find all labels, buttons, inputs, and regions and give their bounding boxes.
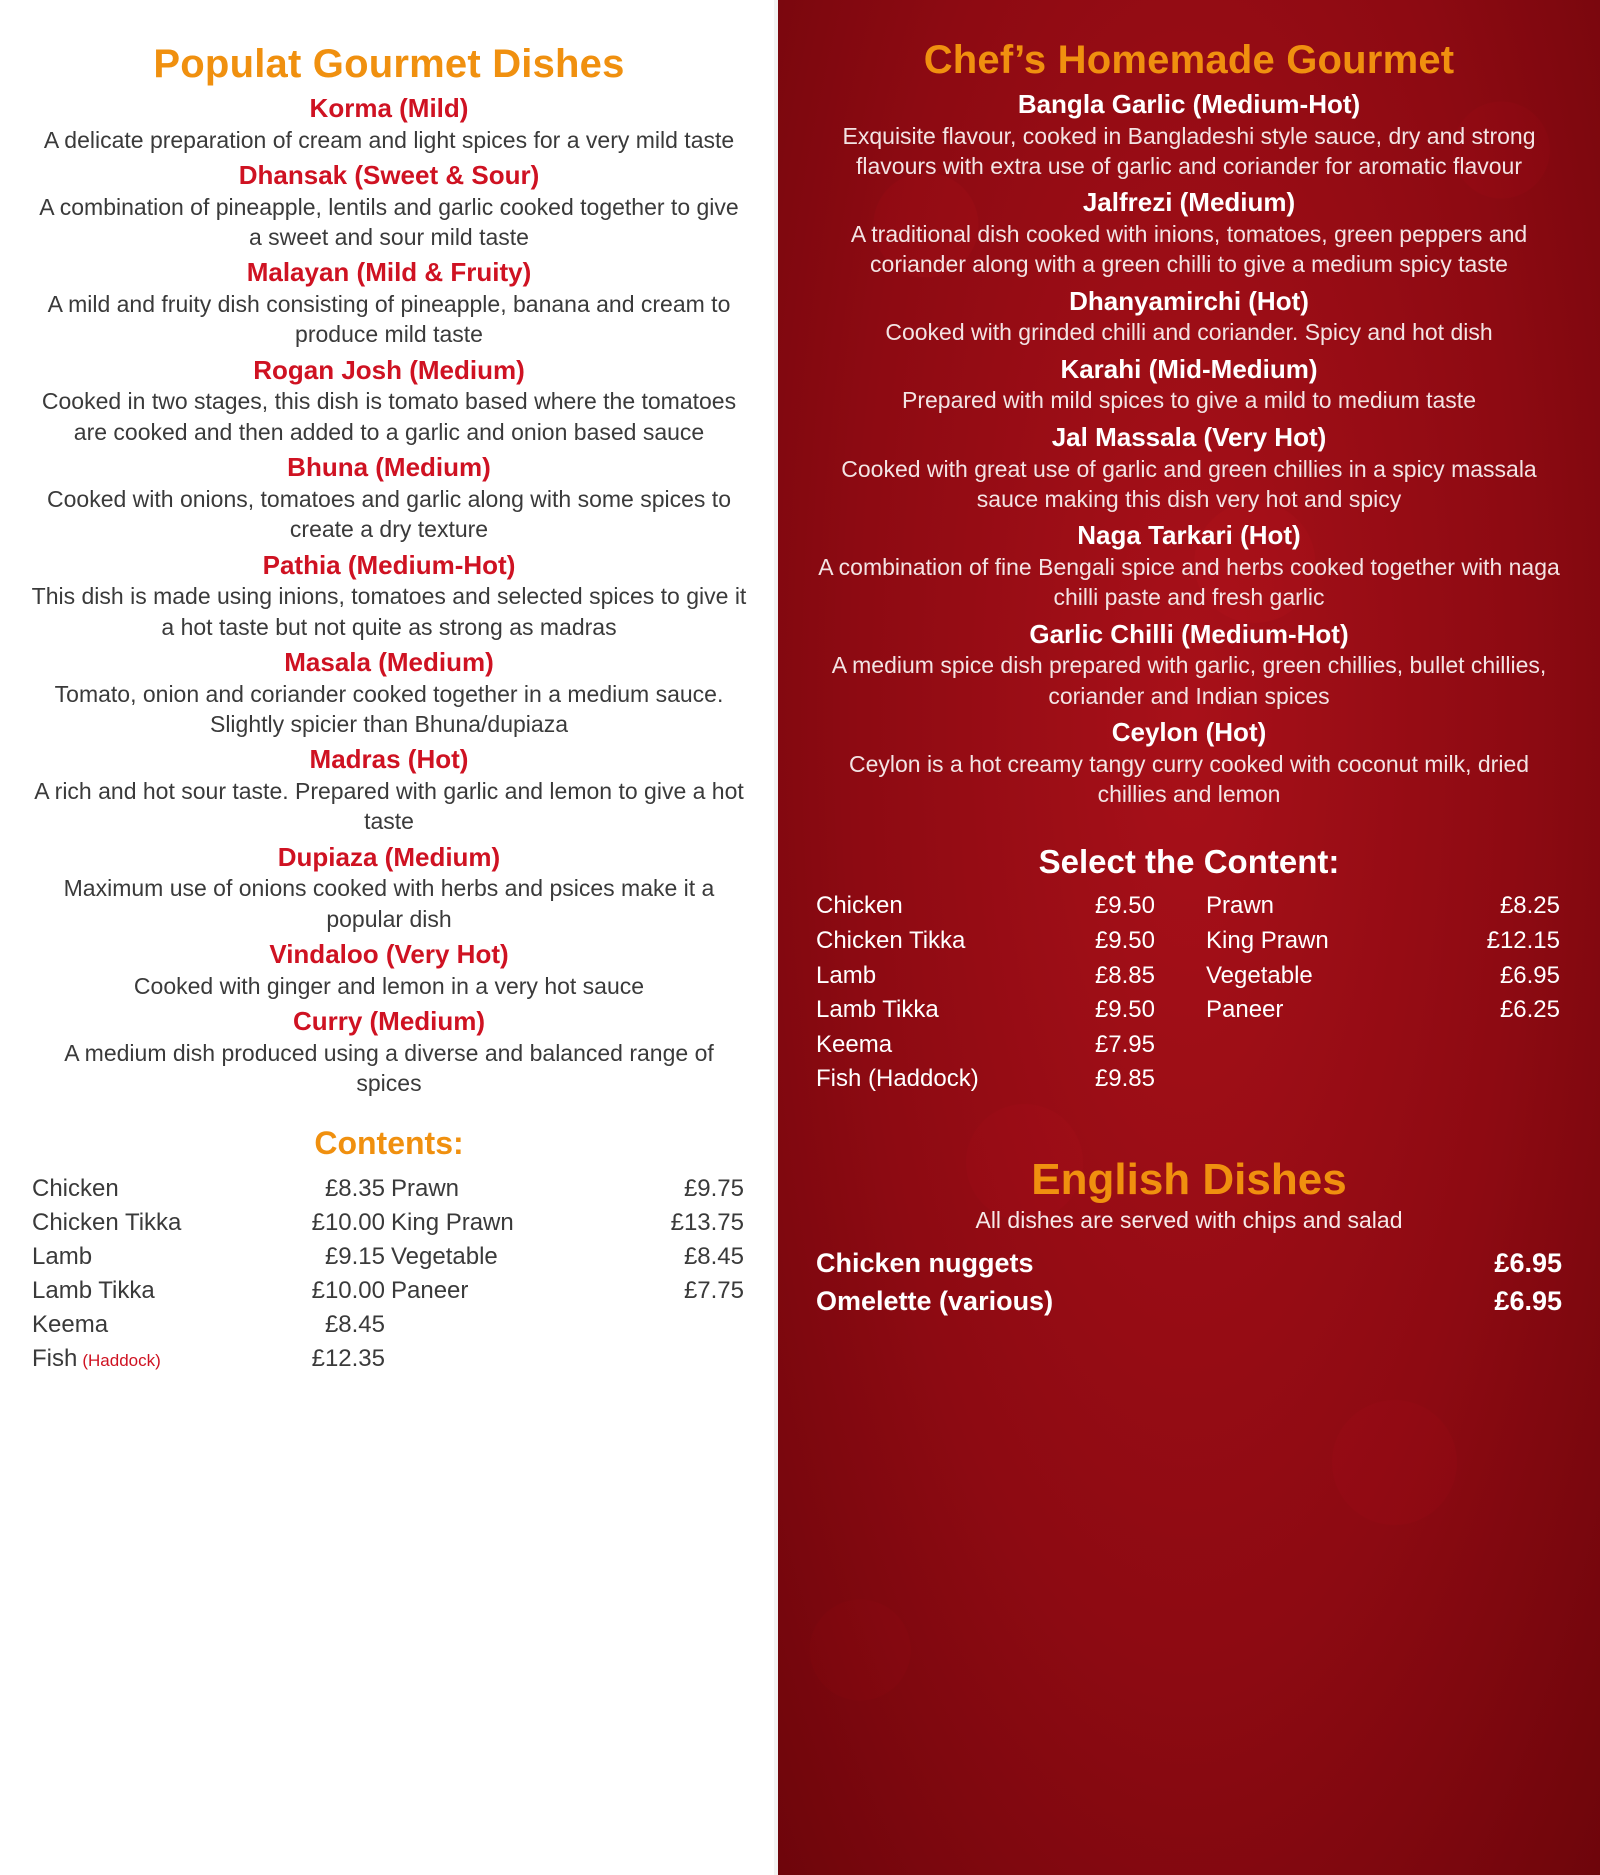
price-row [30, 1308, 389, 1342]
price-item-label: Lamb [816, 961, 877, 989]
dish-description: A rich and hot sour taste. Prepared with garlic and lemon to give a hot taste [34, 778, 744, 835]
price-item-label: Lamb Tikka [816, 996, 939, 1024]
price-value: £6.25 [1499, 996, 1560, 1024]
dish-description: Tomato, onion and coriander cooked together in a medium sauce. Slightly spicier than Bhuna/dupiaza [54, 680, 724, 738]
dish-description: Cooked in two stages, this dish is tomato based where the tomatoes are cooked and then added to a garlic and onion based sauce [41, 388, 737, 445]
dish-description: A combination of fine Bengali spice and herbs cooked together with naga chilli paste and fresh garlic [818, 553, 1560, 611]
price-row [30, 1274, 389, 1308]
price-value: £8.25 [1499, 892, 1560, 920]
dish-description: Cooked with great use of garlic and green chillies in a spicy massala sauce making this dish very hot and spicy [841, 455, 1537, 512]
price-item-label: Chicken [32, 1174, 119, 1202]
dish-description: Ceylon is a hot creamy tangy curry cooked with coconut milk, dried chillies and lemon [848, 750, 1530, 808]
price-row [30, 1206, 389, 1240]
english-dish-price: £6.95 [1494, 1286, 1562, 1317]
dish-description: Prepared with mild spices to give a mild to medium taste [902, 387, 1476, 414]
dish-name: Dupiaza (Medium) [277, 841, 501, 872]
select-column-right [1204, 889, 1564, 1096]
price-row [814, 924, 1159, 959]
dish-description: Cooked with onions, tomatoes and garlic along with some spices to create a dry texture [47, 485, 731, 543]
dish-entry [30, 647, 748, 739]
price-value: £9.15 [324, 1242, 385, 1270]
dish-name: Masala (Medium) [284, 646, 494, 677]
dish-description: Maximum use of onions cooked with herbs and psices make it a popular dish [63, 875, 715, 932]
dish-name: Ceylon (Hot) [1111, 717, 1267, 748]
price-item-label: King Prawn [391, 1208, 514, 1236]
dish-entry [814, 520, 1564, 612]
dish-description: Cooked with grinded chilli and coriander. Spicy and hot dish [885, 319, 1493, 346]
price-row [389, 1206, 748, 1240]
price-value: £13.75 [670, 1208, 744, 1236]
dish-description: This dish is made using inions, tomatoes and selected spices to give it a hot taste but not quite as strong as madras [31, 583, 747, 640]
dish-description: Cooked with ginger and lemon in a very hot sauce [133, 972, 645, 999]
dish-name: Vindaloo (Very Hot) [269, 939, 509, 970]
price-row [30, 1240, 389, 1274]
price-item-label: Lamb Tikka [32, 1276, 155, 1304]
price-row [814, 889, 1159, 924]
price-value: £12.35 [311, 1344, 385, 1372]
price-row [814, 1062, 1159, 1097]
price-row [1204, 924, 1564, 959]
english-dishes-list [814, 1244, 1564, 1321]
dish-name: Garlic Chilli (Medium-Hot) [1029, 618, 1349, 649]
price-row [389, 1240, 748, 1274]
page-title-popular: Populat Gourmet Dishes [153, 42, 625, 86]
price-item-label: Prawn [1206, 892, 1275, 920]
dish-description: A delicate preparation of cream and light spices for a very mild taste [43, 126, 735, 153]
dish-entry [814, 354, 1564, 416]
price-item-label: Fish (Haddock) [32, 1344, 161, 1372]
dish-entry [814, 286, 1564, 348]
contents-price-table [30, 1172, 748, 1376]
dish-entry [30, 842, 748, 934]
select-column-left [814, 889, 1159, 1096]
dish-entry [30, 939, 748, 1001]
price-row [1204, 993, 1564, 1028]
dish-entry [30, 355, 748, 447]
dish-description: A traditional dish cooked with inions, tomatoes, green peppers and coriander along with a green chilli to give a medium spicy taste [850, 221, 1528, 278]
price-row [1204, 889, 1564, 924]
contents-column-left [30, 1172, 389, 1376]
select-content-heading: Select the Content: [1038, 843, 1340, 881]
dish-description: A medium spice dish prepared with garlic, green chillies, bullet chillies, coriander and Indian spices [831, 652, 1547, 709]
popular-dish-list [30, 93, 748, 1099]
dish-entry [30, 160, 748, 252]
english-dish-row [814, 1244, 1564, 1282]
price-value: £9.85 [1094, 1065, 1155, 1093]
price-item-label: Paneer [1206, 996, 1284, 1024]
dish-name: Jalfrezi (Medium) [1082, 187, 1296, 218]
price-item-label: Prawn [391, 1174, 460, 1202]
price-value: £9.75 [683, 1174, 744, 1202]
dish-entry [30, 1006, 748, 1098]
price-value: £7.75 [683, 1276, 744, 1304]
dish-entry [814, 717, 1564, 809]
chefs-dish-list [814, 89, 1564, 809]
price-value: £9.50 [1094, 892, 1155, 920]
english-dish-label: Chicken nuggets [816, 1247, 1034, 1278]
price-item-label: Chicken [816, 892, 903, 920]
dish-name: Dhanyamirchi (Hot) [1069, 285, 1309, 316]
english-dishes-heading: English Dishes [1031, 1154, 1347, 1204]
price-item-label: Vegetable [391, 1242, 498, 1270]
dish-name: Karahi (Mid-Medium) [1060, 353, 1318, 384]
price-value: £12.15 [1486, 926, 1560, 954]
price-row [389, 1172, 748, 1206]
dish-entry [814, 187, 1564, 279]
dish-entry [30, 550, 748, 642]
dish-name: Malayan (Mild & Fruity) [246, 257, 532, 288]
price-value: £6.95 [1499, 961, 1560, 989]
dish-name: Jal Massala (Very Hot) [1051, 421, 1327, 452]
price-value: £7.95 [1094, 1030, 1155, 1058]
price-item-label: Paneer [391, 1276, 469, 1304]
dish-name: Rogan Josh (Medium) [253, 354, 525, 385]
contents-heading: Contents: [314, 1124, 464, 1161]
popular-gourmet-panel [0, 0, 778, 1875]
dish-entry [814, 89, 1564, 181]
price-item-label: Vegetable [1206, 961, 1313, 989]
english-dish-price: £6.95 [1494, 1247, 1562, 1278]
price-item-label: King Prawn [1206, 926, 1329, 954]
price-item-label: Fish (Haddock) [816, 1065, 979, 1093]
price-row [814, 1028, 1159, 1063]
dish-name: Dhansak (Sweet & Sour) [238, 160, 540, 191]
price-value: £8.45 [324, 1310, 385, 1338]
price-item-label: Chicken Tikka [816, 926, 966, 954]
price-row [1204, 959, 1564, 994]
dish-name: Naga Tarkari (Hot) [1077, 520, 1301, 551]
price-item-label: Keema [32, 1310, 109, 1338]
price-item-label: Chicken Tikka [32, 1208, 182, 1236]
price-item-label: Lamb [32, 1242, 93, 1270]
price-value: £8.85 [1094, 961, 1155, 989]
dish-name: Curry (Medium) [292, 1006, 486, 1037]
dish-description: A medium dish produced using a diverse and balanced range of spices [64, 1039, 714, 1097]
select-content-price-table [814, 889, 1564, 1096]
dish-name: Korma (Mild) [309, 93, 469, 123]
dish-entry [30, 93, 748, 155]
price-row [30, 1342, 389, 1376]
price-row [814, 959, 1159, 994]
price-value: £10.00 [311, 1276, 385, 1304]
price-row [389, 1274, 748, 1308]
price-row [814, 993, 1159, 1028]
price-row [30, 1172, 389, 1206]
dish-description: A combination of pineapple, lentils and garlic cooked together to give a sweet and sour mild taste [39, 193, 739, 251]
dish-description: Exquisite flavour, cooked in Bangladeshi style sauce, dry and strong flavours with extra use of garlic and coriander for aromatic flavour [842, 122, 1536, 180]
english-dishes-note: All dishes are served with chips and salad [975, 1206, 1403, 1233]
dish-entry [814, 619, 1564, 711]
english-dish-label: Omelette (various) [816, 1286, 1054, 1317]
price-value: £9.50 [1094, 926, 1155, 954]
price-value: £9.50 [1094, 996, 1155, 1024]
dish-name: Bhuna (Medium) [287, 452, 491, 483]
english-dish-row [814, 1282, 1564, 1320]
dish-entry [30, 452, 748, 544]
dish-entry [30, 257, 748, 349]
chefs-homemade-panel [778, 0, 1600, 1875]
dish-description: A mild and fruity dish consisting of pineapple, banana and cream to produce mild taste [47, 291, 731, 348]
dish-name: Pathia (Medium-Hot) [262, 549, 516, 580]
dish-entry [814, 422, 1564, 514]
contents-column-right [389, 1172, 748, 1376]
dish-entry [30, 744, 748, 836]
price-item-label: Keema [816, 1030, 893, 1058]
price-value: £8.45 [683, 1242, 744, 1270]
price-value: £10.00 [311, 1208, 385, 1236]
dish-name: Madras (Hot) [309, 744, 469, 775]
price-item-note: (Haddock) [82, 1350, 161, 1370]
page-title-chefs: Chef’s Homemade Gourmet [923, 38, 1455, 82]
price-value: £8.35 [324, 1174, 385, 1202]
dish-name: Bangla Garlic (Medium-Hot) [1017, 89, 1361, 119]
